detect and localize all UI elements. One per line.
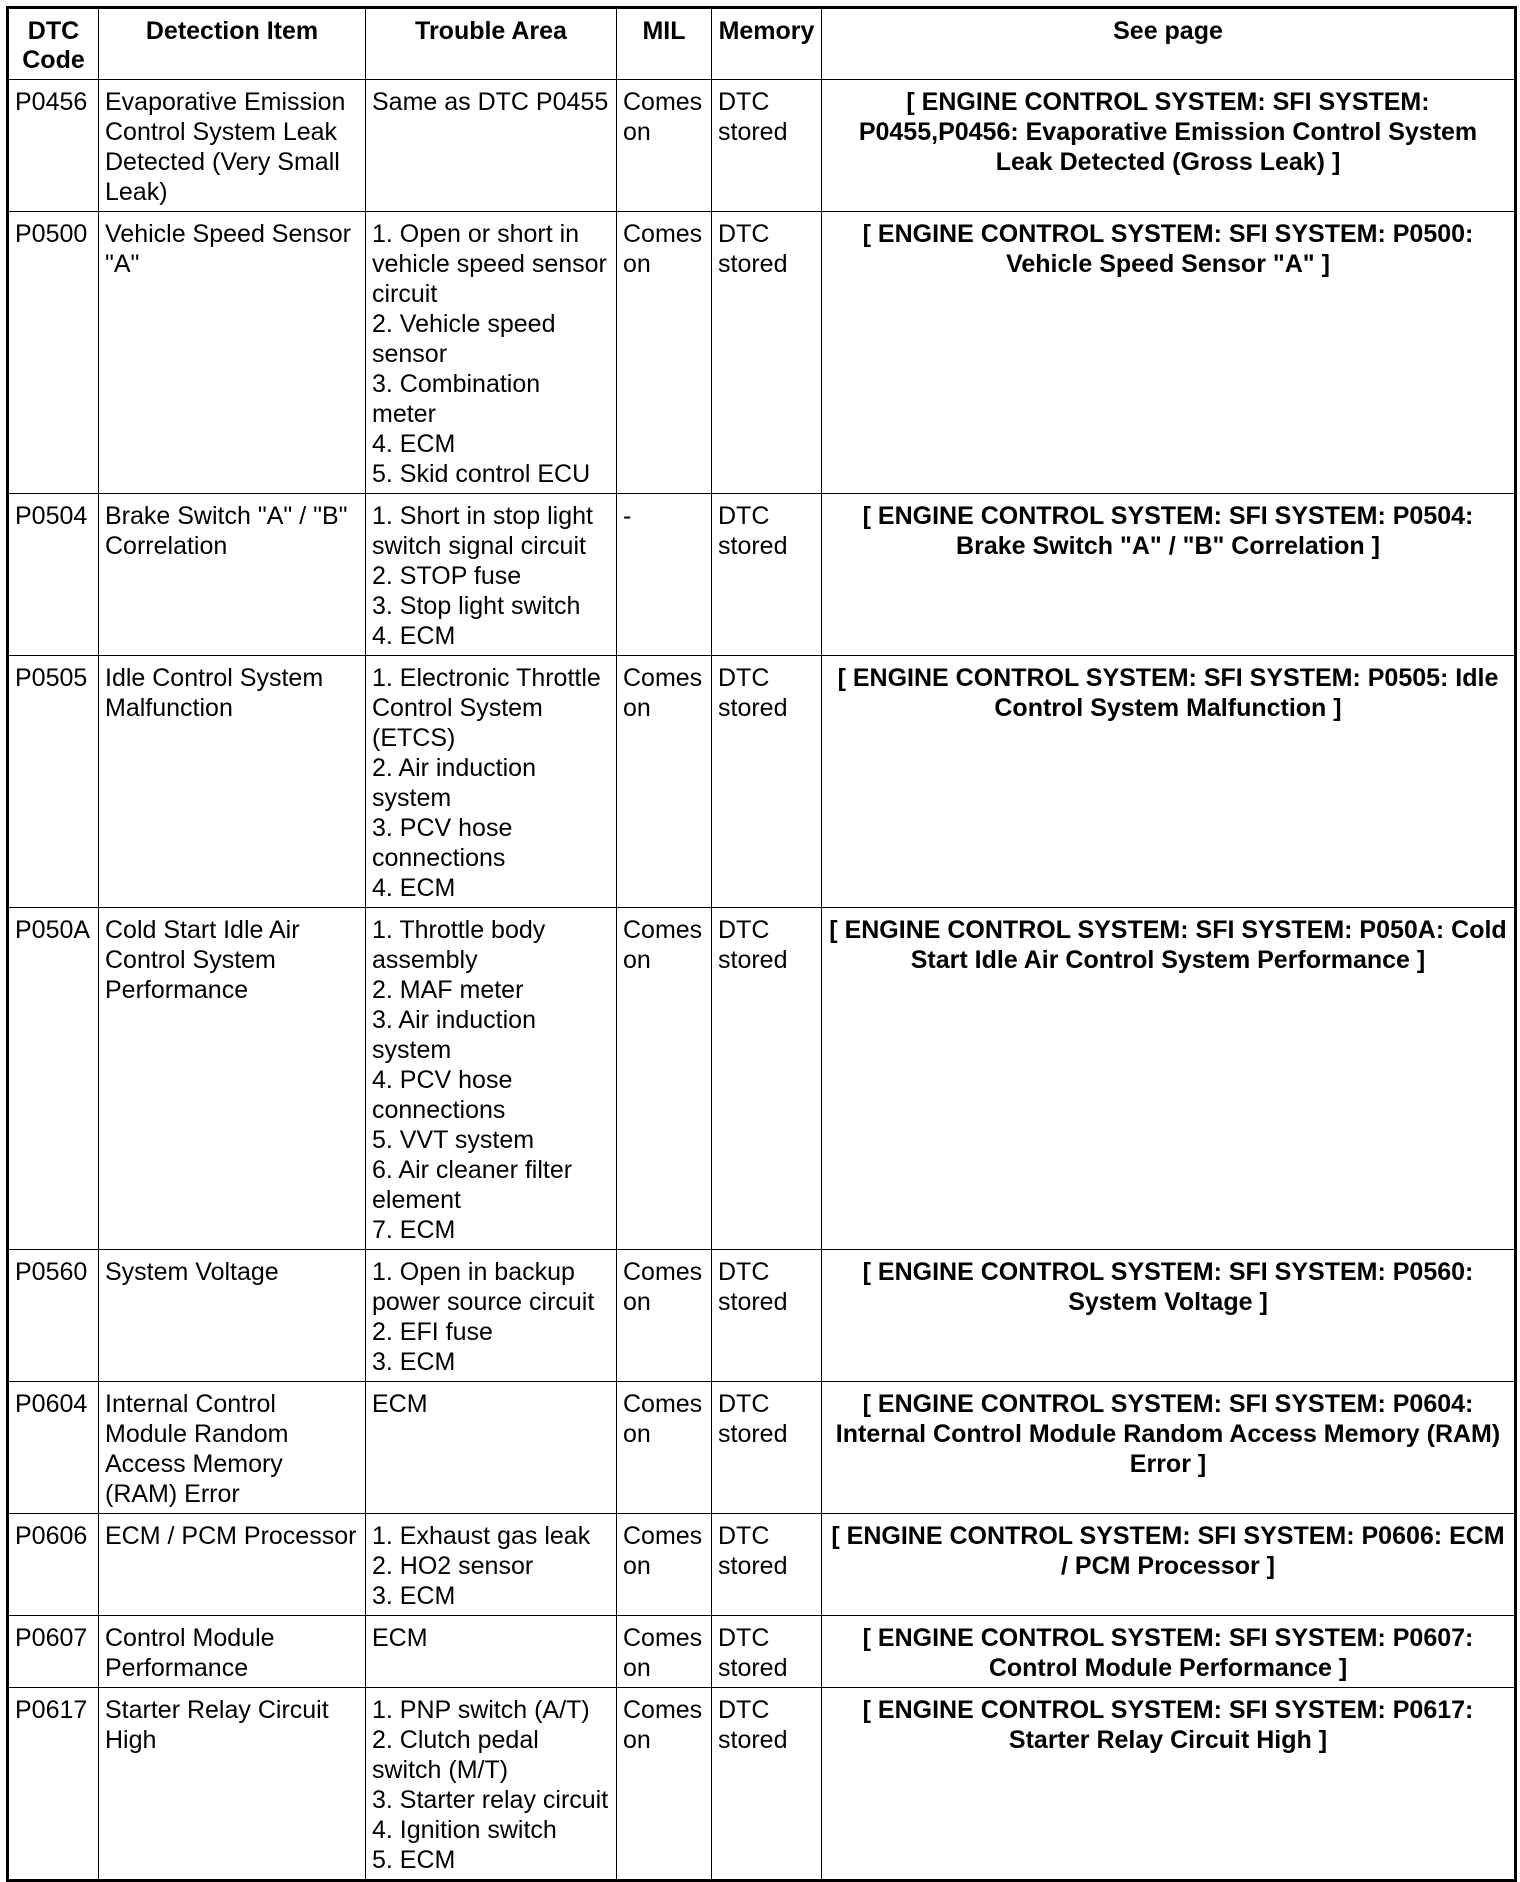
trouble-area-cell <box>366 1616 617 1688</box>
trouble-area-cell <box>366 212 617 494</box>
memory-cell: DTC stored <box>712 1250 822 1382</box>
trouble-area-cell <box>366 908 617 1250</box>
trouble-area-cell <box>366 1688 617 1881</box>
trouble-area-line: 3. Stop light switch <box>372 592 581 620</box>
header-memory: Memory <box>712 8 822 80</box>
detection-item-cell: ECM / PCM Processor <box>99 1514 366 1616</box>
detection-item-cell: Brake Switch "A" / "B" Correlation <box>99 494 366 656</box>
mil-cell: Comes on <box>617 1250 712 1382</box>
see-page-link[interactable]: [ ENGINE CONTROL SYSTEM: SFI SYSTEM: P0560: System Voltage ] <box>822 1250 1516 1382</box>
mil-cell: Comes on <box>617 212 712 494</box>
trouble-area-line: 5. VVT system <box>372 1126 535 1154</box>
table-row <box>8 494 1516 656</box>
memory-cell: DTC stored <box>712 80 822 212</box>
see-page-link[interactable]: [ ENGINE CONTROL SYSTEM: SFI SYSTEM: P0607: Control Module Performance ] <box>822 1616 1516 1688</box>
trouble-area-line: 3. Starter relay circuit <box>372 1786 609 1814</box>
dtc-code-cell: P0560 <box>8 1250 99 1382</box>
mil-cell: Comes on <box>617 656 712 908</box>
see-page-link[interactable]: [ ENGINE CONTROL SYSTEM: SFI SYSTEM: P0505: Idle Control System Malfunction ] <box>822 656 1516 908</box>
trouble-area-cell <box>366 80 617 212</box>
table-row <box>8 1616 1516 1688</box>
trouble-area-line: 3. PCV hose connections <box>372 814 513 872</box>
trouble-area-line: 2. EFI fuse <box>372 1318 493 1346</box>
header-row <box>8 8 1516 80</box>
dtc-code-cell: P0607 <box>8 1616 99 1688</box>
trouble-area-cell <box>366 1514 617 1616</box>
detection-item-cell: Idle Control System Malfunction <box>99 656 366 908</box>
trouble-area-line: 1. Short in stop light switch signal circuit <box>372 502 593 560</box>
trouble-area-cell <box>366 656 617 908</box>
memory-cell: DTC stored <box>712 908 822 1250</box>
table-row <box>8 1382 1516 1514</box>
trouble-area-line: 1. Open or short in vehicle speed sensor circuit <box>372 220 607 308</box>
trouble-area-line: 5. ECM <box>372 1846 456 1874</box>
trouble-area-line: 5. Skid control ECU <box>372 460 591 488</box>
memory-cell: DTC stored <box>712 656 822 908</box>
trouble-area-line: 4. ECM <box>372 622 456 650</box>
mil-cell: Comes on <box>617 1616 712 1688</box>
table-row <box>8 1514 1516 1616</box>
detection-item-cell: Starter Relay Circuit High <box>99 1688 366 1881</box>
table-row <box>8 1688 1516 1881</box>
see-page-link[interactable]: [ ENGINE CONTROL SYSTEM: SFI SYSTEM: P0617: Starter Relay Circuit High ] <box>822 1688 1516 1881</box>
trouble-area-line: 2. MAF meter <box>372 976 524 1004</box>
trouble-area-cell <box>366 494 617 656</box>
dtc-code-cell: P0617 <box>8 1688 99 1881</box>
trouble-area-line: 4. ECM <box>372 430 456 458</box>
mil-cell: Comes on <box>617 908 712 1250</box>
trouble-area-line: 6. Air cleaner filter element <box>372 1156 573 1214</box>
trouble-area-line: 2. STOP fuse <box>372 562 522 590</box>
trouble-area-line: 3. ECM <box>372 1348 456 1376</box>
memory-cell: DTC stored <box>712 1616 822 1688</box>
detection-item-cell: Vehicle Speed Sensor "A" <box>99 212 366 494</box>
trouble-area-line: 3. Air induction system <box>372 1006 536 1064</box>
trouble-area-line: 1. Throttle body assembly <box>372 916 546 974</box>
table-body <box>8 80 1516 1881</box>
trouble-area-line: 2. Clutch pedal switch (M/T) <box>372 1726 539 1784</box>
trouble-area-line: ECM <box>372 1390 428 1418</box>
trouble-area-line: 1. PNP switch (A/T) <box>372 1696 590 1724</box>
trouble-area-line: 1. Electronic Throttle Control System (ETCS) <box>372 664 601 752</box>
dtc-table <box>6 6 1517 1882</box>
detection-item-cell: Internal Control Module Random Access Memory (RAM) Error <box>99 1382 366 1514</box>
header-detection-item: Detection Item <box>99 8 366 80</box>
trouble-area-line: 4. Ignition switch <box>372 1816 557 1844</box>
see-page-link[interactable]: [ ENGINE CONTROL SYSTEM: SFI SYSTEM: P0455,P0456: Evaporative Emission Control System Leak Detected (Gross Leak) ] <box>822 80 1516 212</box>
trouble-area-line: 1. Open in backup power source circuit <box>372 1258 595 1316</box>
table-row <box>8 656 1516 908</box>
mil-cell: Comes on <box>617 1688 712 1881</box>
trouble-area-line: 4. PCV hose connections <box>372 1066 513 1124</box>
table-row <box>8 212 1516 494</box>
dtc-code-cell: P050A <box>8 908 99 1250</box>
memory-cell: DTC stored <box>712 1514 822 1616</box>
table-row <box>8 80 1516 212</box>
header-trouble-area: Trouble Area <box>366 8 617 80</box>
see-page-link[interactable]: [ ENGINE CONTROL SYSTEM: SFI SYSTEM: P0504: Brake Switch "A" / "B" Correlation ] <box>822 494 1516 656</box>
dtc-code-cell: P0504 <box>8 494 99 656</box>
header-see-page: See page <box>822 8 1516 80</box>
trouble-area-line: ECM <box>372 1624 428 1652</box>
detection-item-cell: System Voltage <box>99 1250 366 1382</box>
dtc-code-cell: P0456 <box>8 80 99 212</box>
trouble-area-line: 2. Air induction system <box>372 754 536 812</box>
detection-item-cell: Control Module Performance <box>99 1616 366 1688</box>
header-dtc-code: DTC Code <box>8 8 99 80</box>
mil-cell: Comes on <box>617 1382 712 1514</box>
dtc-code-cell: P0500 <box>8 212 99 494</box>
memory-cell: DTC stored <box>712 212 822 494</box>
mil-cell: - <box>617 494 712 656</box>
trouble-area-cell <box>366 1250 617 1382</box>
detection-item-cell: Cold Start Idle Air Control System Performance <box>99 908 366 1250</box>
dtc-code-cell: P0505 <box>8 656 99 908</box>
table-row <box>8 1250 1516 1382</box>
trouble-area-line: 2. Vehicle speed sensor <box>372 310 556 368</box>
see-page-link[interactable]: [ ENGINE CONTROL SYSTEM: SFI SYSTEM: P0500: Vehicle Speed Sensor "A" ] <box>822 212 1516 494</box>
dtc-code-cell: P0606 <box>8 1514 99 1616</box>
trouble-area-line: 1. Exhaust gas leak <box>372 1522 591 1550</box>
dtc-code-cell: P0604 <box>8 1382 99 1514</box>
trouble-area-line: Same as DTC P0455 <box>372 88 609 116</box>
trouble-area-line: 4. ECM <box>372 874 456 902</box>
memory-cell: DTC stored <box>712 1382 822 1514</box>
trouble-area-line: 7. ECM <box>372 1216 456 1244</box>
trouble-area-line: 2. HO2 sensor <box>372 1552 534 1580</box>
memory-cell: DTC stored <box>712 1688 822 1881</box>
memory-cell: DTC stored <box>712 494 822 656</box>
header-mil: MIL <box>617 8 712 80</box>
mil-cell: Comes on <box>617 80 712 212</box>
trouble-area-cell <box>366 1382 617 1514</box>
see-page-link[interactable]: [ ENGINE CONTROL SYSTEM: SFI SYSTEM: P0606: ECM / PCM Processor ] <box>822 1514 1516 1616</box>
table-row <box>8 908 1516 1250</box>
see-page-link[interactable]: [ ENGINE CONTROL SYSTEM: SFI SYSTEM: P0604: Internal Control Module Random Access Memory (RAM) Error ] <box>822 1382 1516 1514</box>
trouble-area-line: 3. Combination meter <box>372 370 541 428</box>
trouble-area-line: 3. ECM <box>372 1582 456 1610</box>
detection-item-cell: Evaporative Emission Control System Leak Detected (Very Small Leak) <box>99 80 366 212</box>
mil-cell: Comes on <box>617 1514 712 1616</box>
see-page-link[interactable]: [ ENGINE CONTROL SYSTEM: SFI SYSTEM: P050A: Cold Start Idle Air Control System Performance ] <box>822 908 1516 1250</box>
